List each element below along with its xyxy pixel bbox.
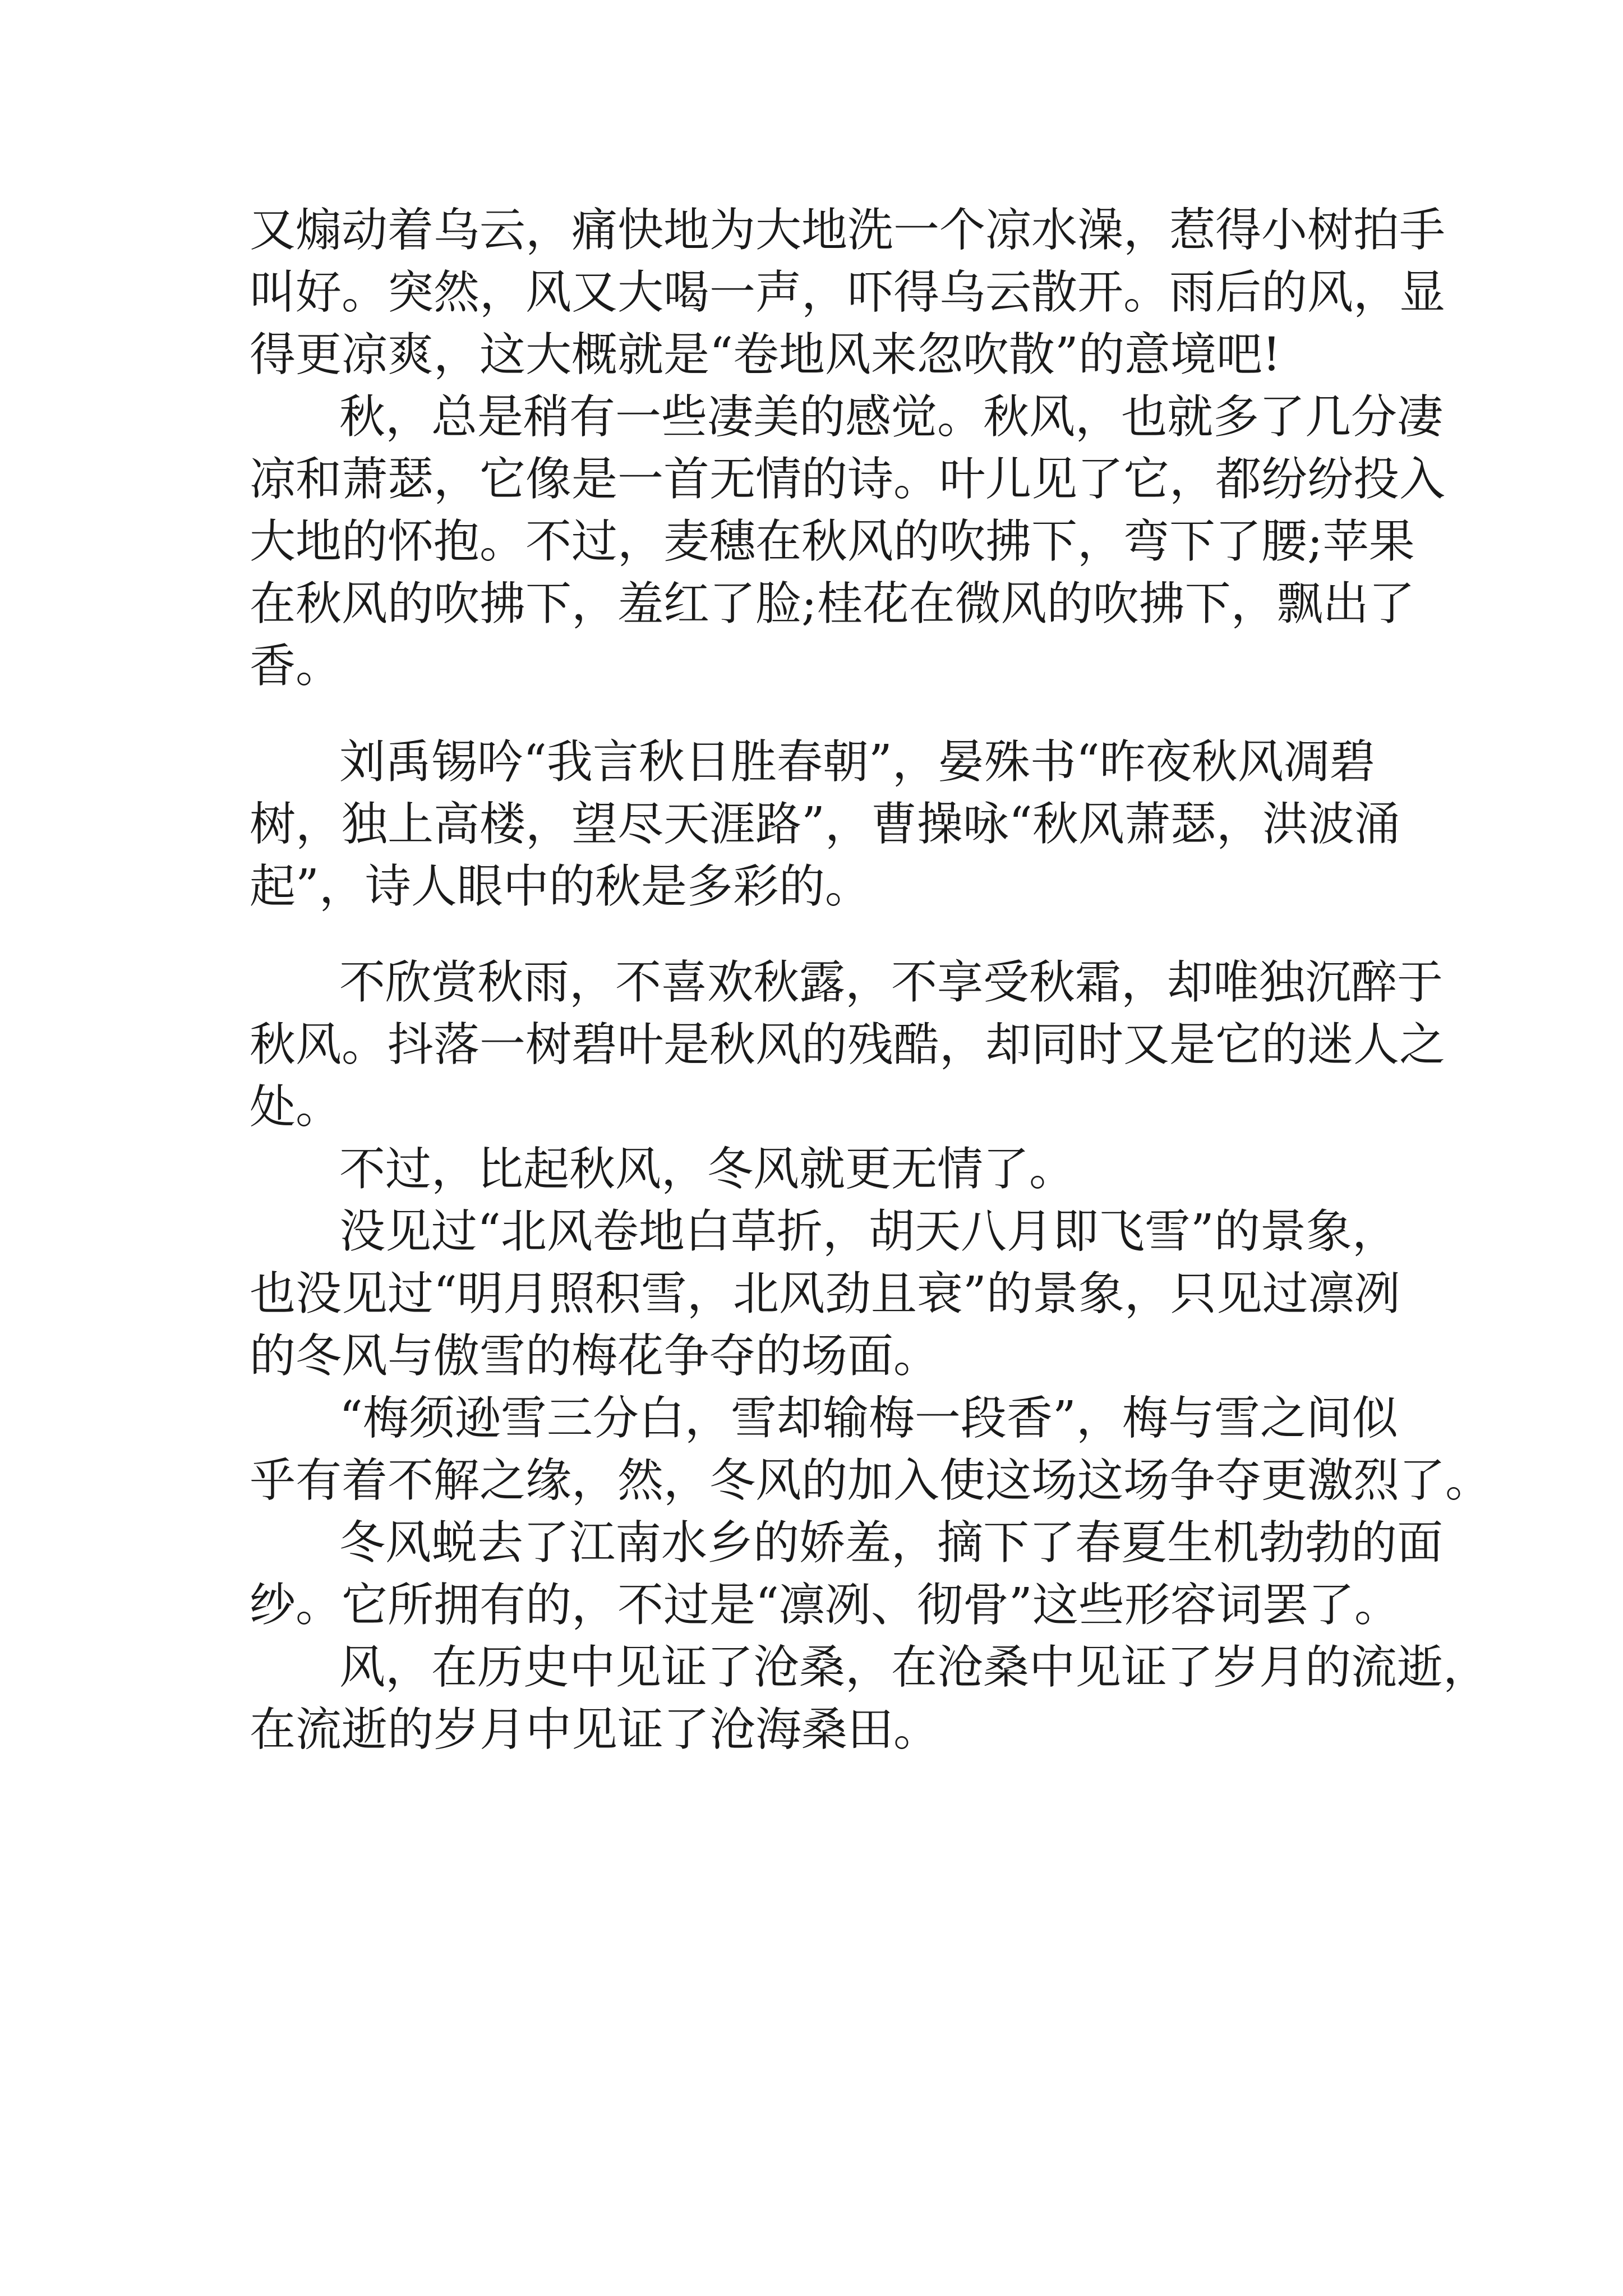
- text-line: 乎有着不解之缘，然，冬风的加入使这场这场争夺更激烈了。: [250, 1454, 1492, 1507]
- paragraph: [250, 1512, 1444, 1636]
- document-body: [250, 199, 1492, 1761]
- text-line: 得更凉爽，这大概就是“卷地风来忽吹散”的意境吧!: [250, 328, 1281, 381]
- text-line: 叫好。突然，风又大喝一声，吓得乌云散开。雨后的风，显: [250, 266, 1446, 319]
- paragraph: [250, 1200, 1399, 1387]
- paragraph: [250, 731, 1399, 918]
- text-line: 纱。它所拥有的，不过是“凛冽、彻骨”这些形容词罢了。: [250, 1579, 1400, 1632]
- text-line: 大地的怀抱。不过，麦穗在秋风的吹拂下，弯下了腰;苹果: [250, 515, 1415, 568]
- text-line: 不欣赏秋雨，不喜欢秋露，不享受秋霜，却唯独沉醉于: [339, 956, 1444, 1009]
- text-line: 处。: [250, 1080, 342, 1134]
- text-line: 风，在历史中见证了沧桑，在沧桑中见证了岁月的流逝，: [339, 1641, 1490, 1694]
- text-line: 起”，诗人眼中的秋是多彩的。: [250, 860, 871, 913]
- text-line: 在流逝的岁月中见证了沧海桑田。: [250, 1703, 940, 1756]
- paragraph: [250, 386, 1446, 697]
- text-line: 刘禹锡吟“我言秋日胜春朝”，晏殊书“昨夜秋风凋碧: [339, 735, 1376, 789]
- paragraph: [250, 1387, 1492, 1512]
- paragraph: [250, 1636, 1490, 1761]
- text-line: 树，独上高楼，望尽天涯路”，曹操咏“秋风萧瑟，洪波涌: [250, 798, 1400, 851]
- text-line: 的冬风与傲雪的梅花争夺的场面。: [250, 1329, 940, 1383]
- paragraph: [250, 1138, 1399, 1200]
- text-line: 冬风蜕去了江南水乡的娇羞，摘下了春夏生机勃勃的面: [339, 1516, 1444, 1570]
- text-line: “梅须逊雪三分白，雪却输梅一段香”，梅与雪之间似: [339, 1392, 1398, 1445]
- text-line: 香。: [250, 639, 342, 693]
- text-line: 在秋风的吹拂下，羞红了脸;桂花在微风的吹拂下，飘出了: [250, 577, 1415, 631]
- text-line: 没见过“北风卷地白草折，胡天八月即飞雪”的景象，: [339, 1205, 1398, 1258]
- text-line: 又煽动着乌云，痛快地为大地洗一个凉水澡，惹得小树拍手: [250, 204, 1446, 257]
- text-line: 也没见过“明月照积雪，北风劲且衰”的景象，只见过凛冽: [250, 1267, 1400, 1320]
- text-line: 凉和萧瑟，它像是一首无情的诗。叶儿见了它，都纷纷投入: [250, 453, 1446, 506]
- paragraph: [250, 199, 1446, 386]
- text-line: 秋风。抖落一树碧叶是秋风的残酷，却同时又是它的迷人之: [250, 1018, 1446, 1071]
- text-line: 秋，总是稍有一些凄美的感觉。秋风，也就多了几分凄: [339, 390, 1444, 444]
- text-line: 不过，比起秋风，冬风就更无情了。: [339, 1143, 1076, 1196]
- paragraph: [250, 951, 1446, 1138]
